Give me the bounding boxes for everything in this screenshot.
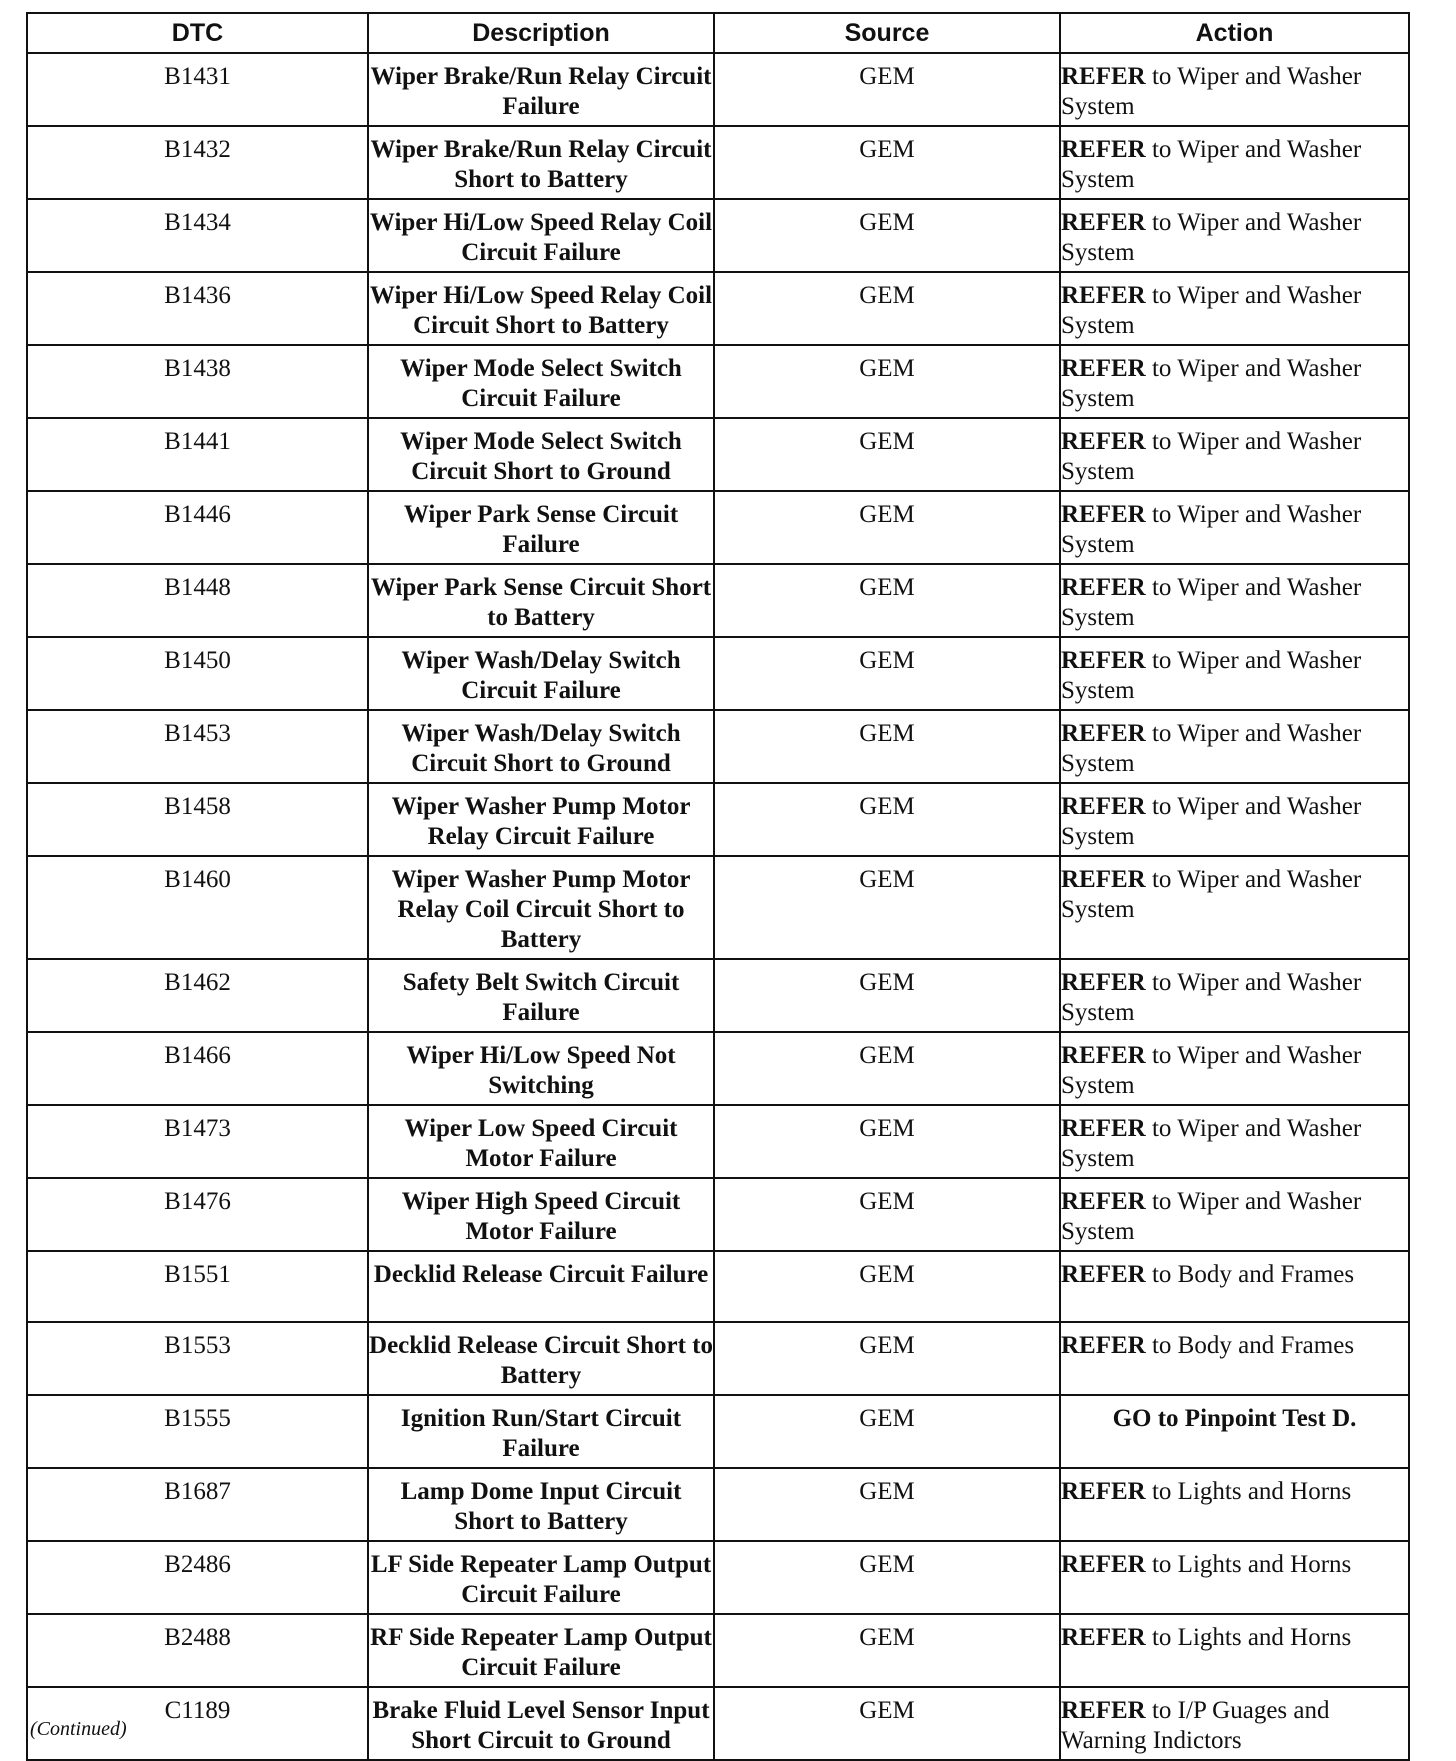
dtc-source: GEM [714, 1105, 1060, 1178]
dtc-action [1060, 345, 1409, 418]
dtc-code: B2486 [27, 1541, 368, 1614]
action-target: to Wiper and Washer System [1061, 793, 1362, 850]
dtc-action [1060, 959, 1409, 1032]
dtc-code: B1551 [27, 1251, 368, 1322]
action-lead: REFER [1061, 1332, 1146, 1359]
dtc-action [1060, 637, 1409, 710]
action-lead: GO to Pinpoint Test D. [1112, 1405, 1357, 1432]
table-row [27, 418, 1409, 491]
action-lead: REFER [1061, 1551, 1146, 1578]
dtc-action [1060, 1541, 1409, 1614]
table-row [27, 53, 1409, 126]
action-target: to Body and Frames [1145, 1261, 1355, 1288]
action-lead: REFER [1061, 1115, 1146, 1142]
dtc-code: B1446 [27, 491, 368, 564]
table-row [27, 1614, 1409, 1687]
action-lead: REFER [1061, 574, 1146, 601]
dtc-source: GEM [714, 564, 1060, 637]
dtc-action [1060, 126, 1409, 199]
dtc-source: GEM [714, 1614, 1060, 1687]
table-row [27, 637, 1409, 710]
action-target: to Wiper and Washer System [1061, 428, 1362, 485]
dtc-description: Wiper Wash/Delay Switch Circuit Short to Ground [368, 710, 714, 783]
dtc-source: GEM [714, 959, 1060, 1032]
action-lead: REFER [1061, 866, 1146, 893]
action-target: to Wiper and Washer System [1061, 866, 1362, 923]
table-row [27, 710, 1409, 783]
dtc-code: B1453 [27, 710, 368, 783]
dtc-code: B1473 [27, 1105, 368, 1178]
dtc-description: Wiper Hi/Low Speed Not Switching [368, 1032, 714, 1105]
dtc-table [26, 12, 1410, 1761]
dtc-action [1060, 1251, 1409, 1322]
dtc-description: Decklid Release Circuit Short to Battery [368, 1322, 714, 1395]
dtc-action [1060, 564, 1409, 637]
header-description: Description [368, 13, 714, 53]
dtc-description: Wiper Washer Pump Motor Relay Coil Circuit Short to Battery [368, 856, 714, 959]
dtc-description: Wiper Brake/Run Relay Circuit Failure [368, 53, 714, 126]
table-row [27, 783, 1409, 856]
dtc-description: Wiper Mode Select Switch Circuit Failure [368, 345, 714, 418]
dtc-code: C1189 [27, 1687, 368, 1760]
action-target: to Wiper and Washer System [1061, 1188, 1362, 1245]
dtc-source: GEM [714, 199, 1060, 272]
dtc-description: Safety Belt Switch Circuit Failure [368, 959, 714, 1032]
action-target: to Wiper and Washer System [1061, 355, 1362, 412]
table-row [27, 345, 1409, 418]
dtc-code: B1438 [27, 345, 368, 418]
dtc-source: GEM [714, 637, 1060, 710]
header-row [27, 13, 1409, 53]
dtc-description: RF Side Repeater Lamp Output Circuit Failure [368, 1614, 714, 1687]
table-row [27, 1687, 1409, 1760]
table-row [27, 1178, 1409, 1251]
table-row [27, 959, 1409, 1032]
table-row [27, 856, 1409, 959]
action-lead: REFER [1061, 1697, 1146, 1724]
header-source: Source [714, 13, 1060, 53]
dtc-action [1060, 1468, 1409, 1541]
dtc-action [1060, 1105, 1409, 1178]
dtc-action [1060, 53, 1409, 126]
action-target: to Wiper and Washer System [1061, 1042, 1362, 1099]
dtc-source: GEM [714, 1032, 1060, 1105]
dtc-code: B1687 [27, 1468, 368, 1541]
table-row [27, 1541, 1409, 1614]
action-target: to Wiper and Washer System [1061, 282, 1362, 339]
dtc-source: GEM [714, 491, 1060, 564]
table-body [27, 53, 1409, 1760]
action-lead: REFER [1061, 1624, 1146, 1651]
action-target: to Wiper and Washer System [1061, 1115, 1362, 1172]
action-lead: REFER [1061, 793, 1146, 820]
dtc-action [1060, 491, 1409, 564]
action-target: to Wiper and Washer System [1061, 574, 1362, 631]
action-target: to Lights and Horns [1145, 1624, 1352, 1651]
action-lead: REFER [1061, 1478, 1146, 1505]
action-target: to Lights and Horns [1145, 1478, 1352, 1505]
dtc-action [1060, 1614, 1409, 1687]
dtc-source: GEM [714, 418, 1060, 491]
dtc-description: Brake Fluid Level Sensor Input Short Circuit to Ground [368, 1687, 714, 1760]
action-target: to Wiper and Washer System [1061, 647, 1362, 704]
action-lead: REFER [1061, 136, 1146, 163]
action-target: to Wiper and Washer System [1061, 720, 1362, 777]
table-row [27, 491, 1409, 564]
dtc-source: GEM [714, 783, 1060, 856]
dtc-source: GEM [714, 1541, 1060, 1614]
header-dtc: DTC [27, 13, 368, 53]
continued-note: (Continued) [30, 1718, 127, 1740]
table-row [27, 1395, 1409, 1468]
dtc-code: B1458 [27, 783, 368, 856]
dtc-source: GEM [714, 1468, 1060, 1541]
dtc-action [1060, 1395, 1409, 1468]
action-lead: REFER [1061, 282, 1146, 309]
action-target: to Wiper and Washer System [1061, 501, 1362, 558]
dtc-description: Lamp Dome Input Circuit Short to Battery [368, 1468, 714, 1541]
dtc-description: Wiper Low Speed Circuit Motor Failure [368, 1105, 714, 1178]
dtc-description: Wiper Wash/Delay Switch Circuit Failure [368, 637, 714, 710]
dtc-code: B1432 [27, 126, 368, 199]
dtc-action [1060, 1322, 1409, 1395]
action-target: to Wiper and Washer System [1061, 63, 1362, 120]
action-lead: REFER [1061, 63, 1146, 90]
dtc-action [1060, 418, 1409, 491]
dtc-source: GEM [714, 345, 1060, 418]
dtc-description: Wiper Hi/Low Speed Relay Coil Circuit Failure [368, 199, 714, 272]
table-row [27, 1032, 1409, 1105]
dtc-source: GEM [714, 710, 1060, 783]
action-lead: REFER [1061, 355, 1146, 382]
action-target: to Lights and Horns [1145, 1551, 1352, 1578]
dtc-code: B1555 [27, 1395, 368, 1468]
action-target: to Wiper and Washer System [1061, 209, 1362, 266]
dtc-code: B1450 [27, 637, 368, 710]
table-row [27, 126, 1409, 199]
table-row [27, 1322, 1409, 1395]
table-row [27, 1468, 1409, 1541]
action-lead: REFER [1061, 428, 1146, 455]
action-lead: REFER [1061, 647, 1146, 674]
dtc-code: B1441 [27, 418, 368, 491]
header-action: Action [1060, 13, 1409, 53]
action-lead: REFER [1061, 969, 1146, 996]
table-row [27, 1251, 1409, 1322]
action-target: to Wiper and Washer System [1061, 969, 1362, 1026]
action-lead: REFER [1061, 1042, 1146, 1069]
action-lead: REFER [1061, 1261, 1146, 1288]
dtc-source: GEM [714, 1178, 1060, 1251]
table-row [27, 564, 1409, 637]
dtc-source: GEM [714, 1322, 1060, 1395]
dtc-source: GEM [714, 1395, 1060, 1468]
dtc-description: LF Side Repeater Lamp Output Circuit Failure [368, 1541, 714, 1614]
dtc-code: B1462 [27, 959, 368, 1032]
dtc-action [1060, 856, 1409, 959]
dtc-action [1060, 1687, 1409, 1760]
dtc-action [1060, 710, 1409, 783]
dtc-action [1060, 1032, 1409, 1105]
dtc-source: GEM [714, 1687, 1060, 1760]
action-lead: REFER [1061, 209, 1146, 236]
dtc-code: B1436 [27, 272, 368, 345]
action-lead: REFER [1061, 501, 1146, 528]
dtc-source: GEM [714, 126, 1060, 199]
dtc-source: GEM [714, 53, 1060, 126]
dtc-source: GEM [714, 272, 1060, 345]
dtc-action [1060, 272, 1409, 345]
dtc-action [1060, 783, 1409, 856]
action-target: to Wiper and Washer System [1061, 136, 1362, 193]
dtc-code: B1553 [27, 1322, 368, 1395]
dtc-action [1060, 1178, 1409, 1251]
action-target: to Body and Frames [1145, 1332, 1355, 1359]
dtc-source: GEM [714, 1251, 1060, 1322]
dtc-description: Wiper High Speed Circuit Motor Failure [368, 1178, 714, 1251]
dtc-code: B1431 [27, 53, 368, 126]
dtc-description: Wiper Park Sense Circuit Short to Battery [368, 564, 714, 637]
dtc-code: B1466 [27, 1032, 368, 1105]
dtc-description: Ignition Run/Start Circuit Failure [368, 1395, 714, 1468]
dtc-description: Wiper Park Sense Circuit Failure [368, 491, 714, 564]
dtc-source: GEM [714, 856, 1060, 959]
action-lead: REFER [1061, 1188, 1146, 1215]
dtc-code: B1434 [27, 199, 368, 272]
dtc-description: Wiper Brake/Run Relay Circuit Short to Battery [368, 126, 714, 199]
dtc-code: B2488 [27, 1614, 368, 1687]
dtc-action [1060, 199, 1409, 272]
dtc-description: Wiper Washer Pump Motor Relay Circuit Failure [368, 783, 714, 856]
table-row [27, 1105, 1409, 1178]
table-row [27, 272, 1409, 345]
dtc-code: B1460 [27, 856, 368, 959]
dtc-description: Wiper Hi/Low Speed Relay Coil Circuit Short to Battery [368, 272, 714, 345]
action-target: to I/P Guages and Warning Indictors [1061, 1697, 1330, 1754]
table-row [27, 199, 1409, 272]
action-lead: REFER [1061, 720, 1146, 747]
dtc-code: B1448 [27, 564, 368, 637]
dtc-code: B1476 [27, 1178, 368, 1251]
dtc-description: Wiper Mode Select Switch Circuit Short to Ground [368, 418, 714, 491]
dtc-description: Decklid Release Circuit Failure [368, 1251, 714, 1322]
